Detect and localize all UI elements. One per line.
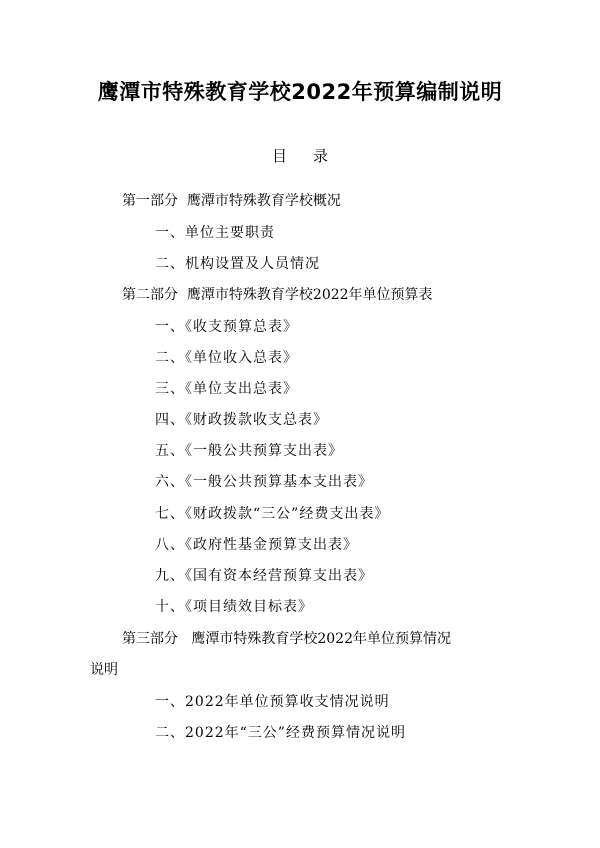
toc-part-2-text: 鹰潭市特殊教育学校2022年单位预算表 bbox=[186, 287, 433, 303]
toc-item: 二、《单位收入总表》 bbox=[155, 350, 298, 366]
toc-item: 一、单位主要职责 bbox=[155, 225, 275, 241]
toc-item: 三、《单位支出总表》 bbox=[155, 381, 298, 397]
toc-item: 九、《国有资本经营预算支出表》 bbox=[155, 568, 373, 584]
toc-part-3-continued: 说明 bbox=[90, 662, 118, 678]
toc-item: 一、2022年单位预算收支情况说明 bbox=[155, 694, 390, 710]
toc-item: 四、《财政拨款收支总表》 bbox=[155, 412, 328, 428]
toc-item: 二、机构设置及人员情况 bbox=[155, 256, 320, 272]
toc-part-2-label: 第二部分 bbox=[122, 287, 178, 303]
toc-item: 二、2022年“三公”经费预算情况说明 bbox=[155, 725, 406, 741]
toc-item: 七、《财政拨款“三公”经费支出表》 bbox=[155, 506, 390, 522]
toc-part-2 bbox=[122, 286, 433, 304]
toc-part-3 bbox=[122, 630, 451, 648]
toc-item: 一、《收支预算总表》 bbox=[155, 319, 298, 335]
toc-item: 八、《政府性基金预算支出表》 bbox=[155, 537, 358, 553]
toc-part-1 bbox=[122, 192, 341, 210]
toc-part-1-label: 第一部分 bbox=[122, 193, 178, 209]
toc-item: 六、《一般公共预算基本支出表》 bbox=[155, 474, 373, 490]
toc-item: 十、《项目绩效目标表》 bbox=[155, 599, 313, 615]
toc-item: 五、《一般公共预算支出表》 bbox=[155, 443, 343, 459]
toc-heading: 目录 bbox=[271, 147, 354, 165]
document-title: 鹰潭市特殊教育学校2022年预算编制说明 bbox=[97, 80, 503, 104]
toc-part-3-label: 第三部分 bbox=[122, 631, 178, 647]
toc-part-3-text: 鹰潭市特殊教育学校2022年单位预算情况 bbox=[191, 631, 451, 647]
toc-part-1-text: 鹰潭市特殊教育学校概况 bbox=[186, 193, 341, 209]
